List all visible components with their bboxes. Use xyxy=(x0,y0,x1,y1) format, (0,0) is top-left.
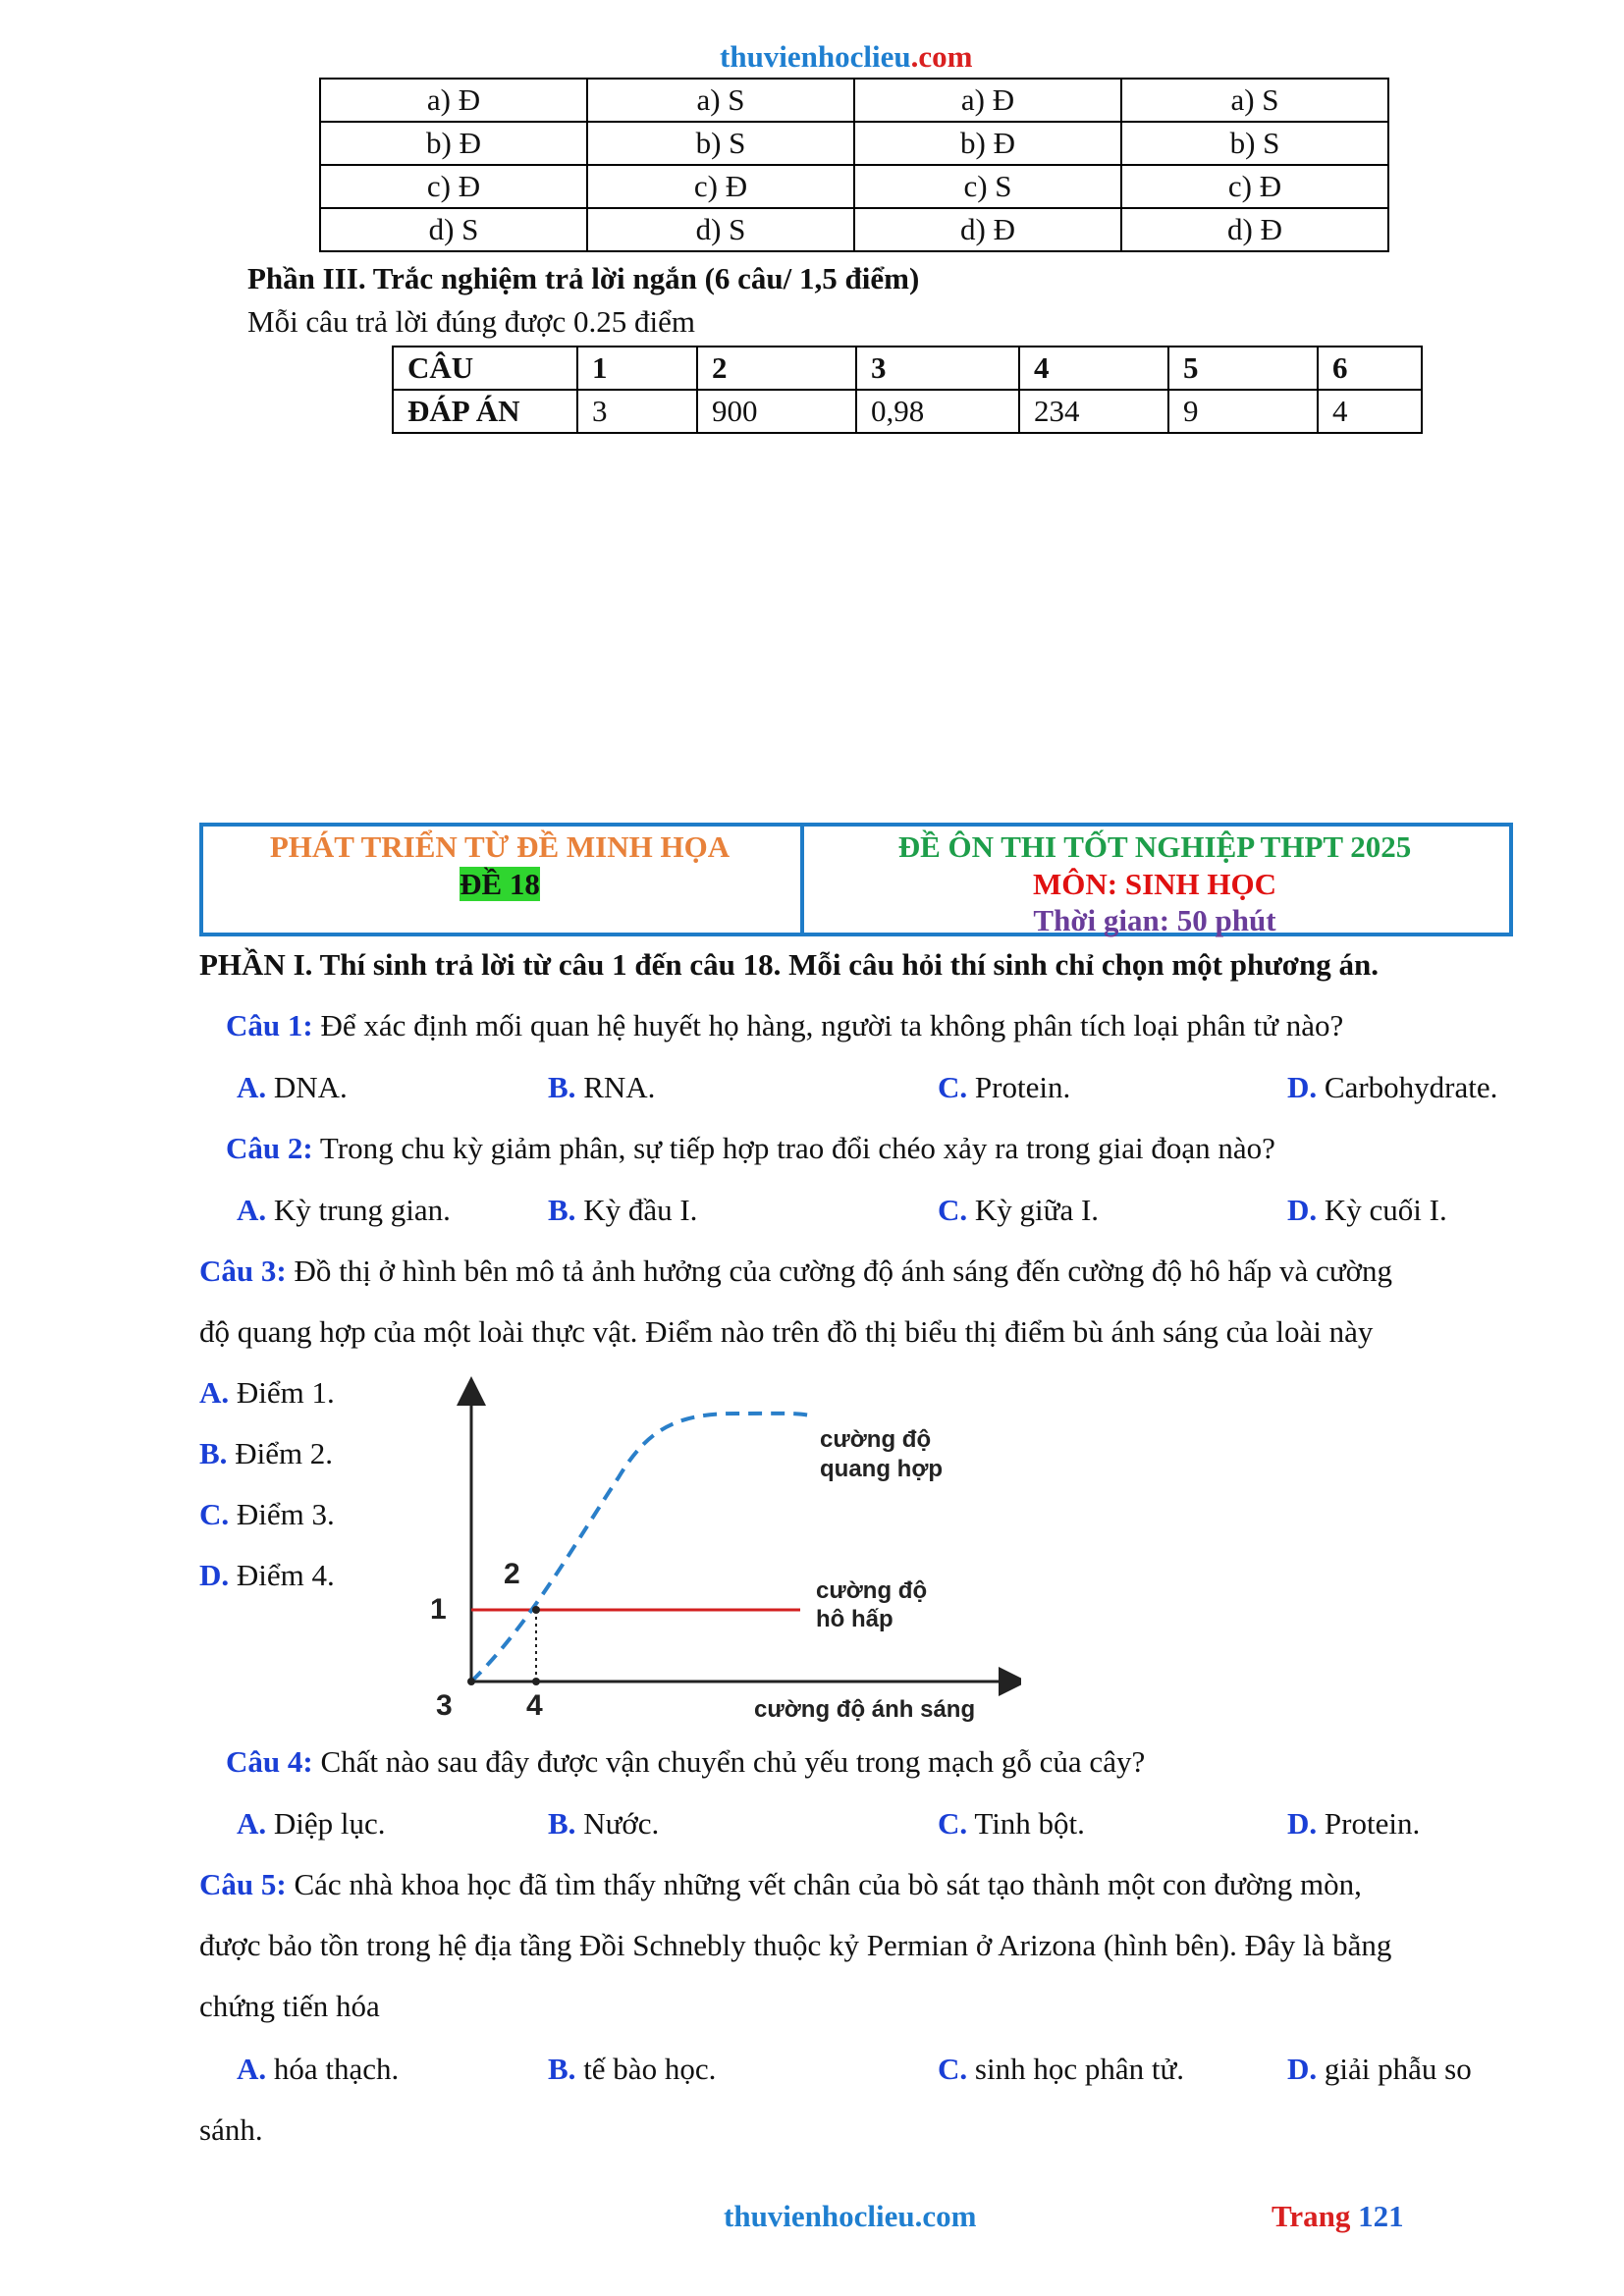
question-label: Câu 4: xyxy=(226,1744,313,1779)
option-d[interactable] xyxy=(1287,2052,1472,2087)
option-text: Protein. xyxy=(974,1070,1071,1104)
header-cell: 4 xyxy=(1019,347,1168,390)
option-key: A. xyxy=(237,1806,267,1841)
option-text: Nước. xyxy=(583,1806,660,1841)
table-row xyxy=(320,122,1388,165)
option-key: C. xyxy=(938,2052,968,2086)
option-text: Protein. xyxy=(1324,1806,1421,1841)
exam-number: ĐỀ 18 xyxy=(460,867,540,901)
option-key: B. xyxy=(548,1070,576,1104)
option-c[interactable] xyxy=(938,1806,1085,1842)
part3-title: Phần III. Trắc nghiệm trả lời ngắn (6 câu/ 1,5 điểm) xyxy=(247,261,920,295)
question-5 xyxy=(199,1867,1362,1902)
table-cell: 900 xyxy=(697,390,856,433)
question-text: Chất nào sau đây được vận chuyển chủ yếu trong mạch gỗ của cây? xyxy=(320,1744,1146,1779)
option-text: Điểm 3. xyxy=(236,1497,335,1531)
option-key: C. xyxy=(938,1070,968,1104)
header-left-line2 xyxy=(203,867,796,902)
site-domain: .com xyxy=(910,39,973,74)
option-c[interactable] xyxy=(938,1193,1099,1228)
site-name: thuvienhoclieu xyxy=(720,39,911,74)
option-b[interactable] xyxy=(548,1070,655,1105)
option-b[interactable] xyxy=(548,2052,716,2087)
question-label: Câu 2: xyxy=(226,1131,313,1165)
table-cell: c) Đ xyxy=(1121,165,1388,208)
table-row xyxy=(320,208,1388,251)
question-text: Để xác định mối quan hệ huyết họ hàng, người ta không phân tích loại phân tử nào? xyxy=(320,1008,1344,1042)
option-key: B. xyxy=(199,1436,228,1470)
option-key: B. xyxy=(548,1193,576,1227)
option-key: D. xyxy=(199,1558,230,1592)
option-text: Kỳ trung gian. xyxy=(273,1193,451,1227)
photosynthesis-label-2: quang hợp xyxy=(820,1456,944,1482)
header-right-line2: MÔN: SINH HỌC xyxy=(1033,867,1276,901)
option-text: hóa thạch. xyxy=(273,2052,400,2086)
page-word: Trang xyxy=(1272,2199,1359,2233)
part3-note: Mỗi câu trả lời đúng được 0.25 điểm xyxy=(247,304,695,339)
header-cell: 5 xyxy=(1168,347,1318,390)
option-text: Diệp lục. xyxy=(273,1806,386,1841)
question-5-cont: chứng tiến hóa xyxy=(199,1989,380,2023)
header-cell: 1 xyxy=(577,347,697,390)
header-cell: 3 xyxy=(856,347,1019,390)
question-label: Câu 3: xyxy=(199,1254,287,1288)
question-5-tail: sánh. xyxy=(199,2112,263,2147)
question-text: Đồ thị ở hình bên mô tả ảnh hưởng của cường độ ánh sáng đến cường độ hô hấp và cường xyxy=(294,1254,1393,1288)
option-text: DNA. xyxy=(273,1070,348,1104)
table-cell: b) Đ xyxy=(320,122,587,165)
table-cell: b) S xyxy=(587,122,854,165)
option-key: A. xyxy=(199,1375,230,1410)
table-row xyxy=(320,165,1388,208)
option-text: Kỳ đầu I. xyxy=(583,1193,698,1227)
origin-point xyxy=(467,1678,475,1685)
footer-site xyxy=(724,2199,977,2234)
header-left-line1: PHÁT TRIỂN TỪ ĐỀ MINH HỌA xyxy=(269,829,731,864)
table-row xyxy=(320,79,1388,122)
table-cell: b) Đ xyxy=(854,122,1121,165)
table-cell: d) S xyxy=(320,208,587,251)
photosynthesis-curve xyxy=(471,1414,810,1682)
short-answer-table xyxy=(392,346,1423,434)
table-cell: a) Đ xyxy=(320,79,587,122)
option-text: Điểm 4. xyxy=(236,1558,335,1592)
option-key: D. xyxy=(1287,2052,1318,2086)
option-text: Tinh bột. xyxy=(974,1806,1085,1841)
option-text: Điểm 2. xyxy=(235,1436,334,1470)
table-cell: 4 xyxy=(1318,390,1422,433)
option-key: B. xyxy=(548,2052,576,2086)
photosynthesis-label-1: cường độ xyxy=(820,1426,932,1453)
question-3-cont: độ quang hợp của một loài thực vật. Điểm nào trên đồ thị biểu thị điểm bù ánh sáng của loài này xyxy=(199,1314,1374,1349)
question-4 xyxy=(226,1744,1145,1780)
label-point-1: 1 xyxy=(430,1593,447,1626)
table-cell: a) S xyxy=(1121,79,1388,122)
option-a[interactable] xyxy=(237,1193,451,1228)
table-cell: 0,98 xyxy=(856,390,1019,433)
option-key: B. xyxy=(548,1806,576,1841)
header-cell: 2 xyxy=(697,347,856,390)
light-compensation-figure xyxy=(412,1369,1021,1737)
option-a[interactable] xyxy=(237,1070,348,1105)
table-row xyxy=(393,347,1422,390)
header-right-line3: Thời gian: 50 phút xyxy=(1033,903,1276,937)
question-text: Các nhà khoa học đã tìm thấy những vết chân của bò sát tạo thành một con đường mòn, xyxy=(294,1867,1362,1901)
option-text: Kỳ giữa I. xyxy=(974,1193,1100,1227)
question-2 xyxy=(226,1131,1275,1166)
table-cell: 3 xyxy=(577,390,697,433)
option-text: Điểm 1. xyxy=(236,1375,335,1410)
option-key: D. xyxy=(1287,1193,1318,1227)
table-cell: d) Đ xyxy=(1121,208,1388,251)
table-cell: d) S xyxy=(587,208,854,251)
page-number xyxy=(1272,2199,1404,2234)
table-row xyxy=(393,390,1422,433)
table-cell: c) S xyxy=(854,165,1121,208)
option-b[interactable] xyxy=(548,1193,697,1228)
header-right-line1: ĐỀ ÔN THI TỐT NGHIỆP THPT 2025 xyxy=(897,829,1412,864)
option-text: sinh học phân tử. xyxy=(974,2052,1185,2086)
table-cell: b) S xyxy=(1121,122,1388,165)
option-text: RNA. xyxy=(583,1070,656,1104)
option-key: A. xyxy=(237,1070,267,1104)
question-label: Câu 1: xyxy=(226,1008,313,1042)
option-key: A. xyxy=(237,1193,267,1227)
option-a[interactable] xyxy=(237,1806,386,1842)
option-key: A. xyxy=(237,2052,267,2086)
option-b[interactable] xyxy=(548,1806,659,1842)
question-5-cont: được bảo tồn trong hệ địa tầng Đồi Schnebly thuộc kỷ Permian ở Arizona (hình bên). Đây là bằng xyxy=(199,1928,1392,1962)
label-point-3: 3 xyxy=(436,1689,453,1722)
question-3 xyxy=(199,1254,1392,1289)
option-text: Kỳ cuối I. xyxy=(1324,1193,1447,1227)
intersection-point xyxy=(532,1606,540,1614)
option-key: D. xyxy=(1287,1070,1318,1104)
x-point xyxy=(532,1678,540,1685)
option-a[interactable] xyxy=(237,2052,399,2087)
site-header xyxy=(720,39,973,75)
table-cell: 9 xyxy=(1168,390,1318,433)
option-text: tế bào học. xyxy=(583,2052,717,2086)
option-d[interactable] xyxy=(1287,1070,1497,1105)
table-cell: a) Đ xyxy=(854,79,1121,122)
option-c[interactable] xyxy=(938,2052,1184,2087)
header-cell: CÂU xyxy=(393,347,577,390)
option-a[interactable] xyxy=(199,1375,335,1411)
option-key: C. xyxy=(938,1806,968,1841)
respiration-label-1: cường độ xyxy=(816,1577,928,1604)
option-text: giải phẫu so xyxy=(1324,2052,1472,2086)
answer-grid xyxy=(319,78,1389,252)
option-d[interactable] xyxy=(199,1558,335,1593)
question-text: Trong chu kỳ giảm phân, sự tiếp hợp trao đổi chéo xảy ra trong giai đoạn nào? xyxy=(319,1131,1275,1165)
header-cell: ĐÁP ÁN xyxy=(393,390,577,433)
table-cell: d) Đ xyxy=(854,208,1121,251)
table-cell: c) Đ xyxy=(587,165,854,208)
table-cell: a) S xyxy=(587,79,854,122)
label-point-4: 4 xyxy=(526,1689,543,1722)
respiration-label-2: hô hấp xyxy=(816,1606,893,1632)
option-key: D. xyxy=(1287,1806,1318,1841)
option-c[interactable] xyxy=(938,1070,1070,1105)
header-cell: 6 xyxy=(1318,347,1422,390)
option-text: Carbohydrate. xyxy=(1324,1070,1498,1104)
site-domain: .com xyxy=(914,2199,977,2233)
x-axis-label: cường độ ánh sáng xyxy=(754,1696,976,1723)
option-c[interactable] xyxy=(199,1497,335,1532)
label-point-2: 2 xyxy=(504,1558,520,1590)
option-d[interactable] xyxy=(1287,1193,1447,1228)
page-value: 121 xyxy=(1358,2199,1404,2233)
option-d[interactable] xyxy=(1287,1806,1420,1842)
option-key: C. xyxy=(938,1193,968,1227)
part1-title: PHẦN I. Thí sinh trả lời từ câu 1 đến câu 18. Mỗi câu hỏi thí sinh chỉ chọn một phương án. xyxy=(199,947,1379,982)
table-cell: 234 xyxy=(1019,390,1168,433)
question-1 xyxy=(226,1008,1343,1043)
question-label: Câu 5: xyxy=(199,1867,287,1901)
site-name: thuvienhoclieu xyxy=(724,2199,915,2233)
table-cell: c) Đ xyxy=(320,165,587,208)
option-key: C. xyxy=(199,1497,230,1531)
option-b[interactable] xyxy=(199,1436,333,1471)
